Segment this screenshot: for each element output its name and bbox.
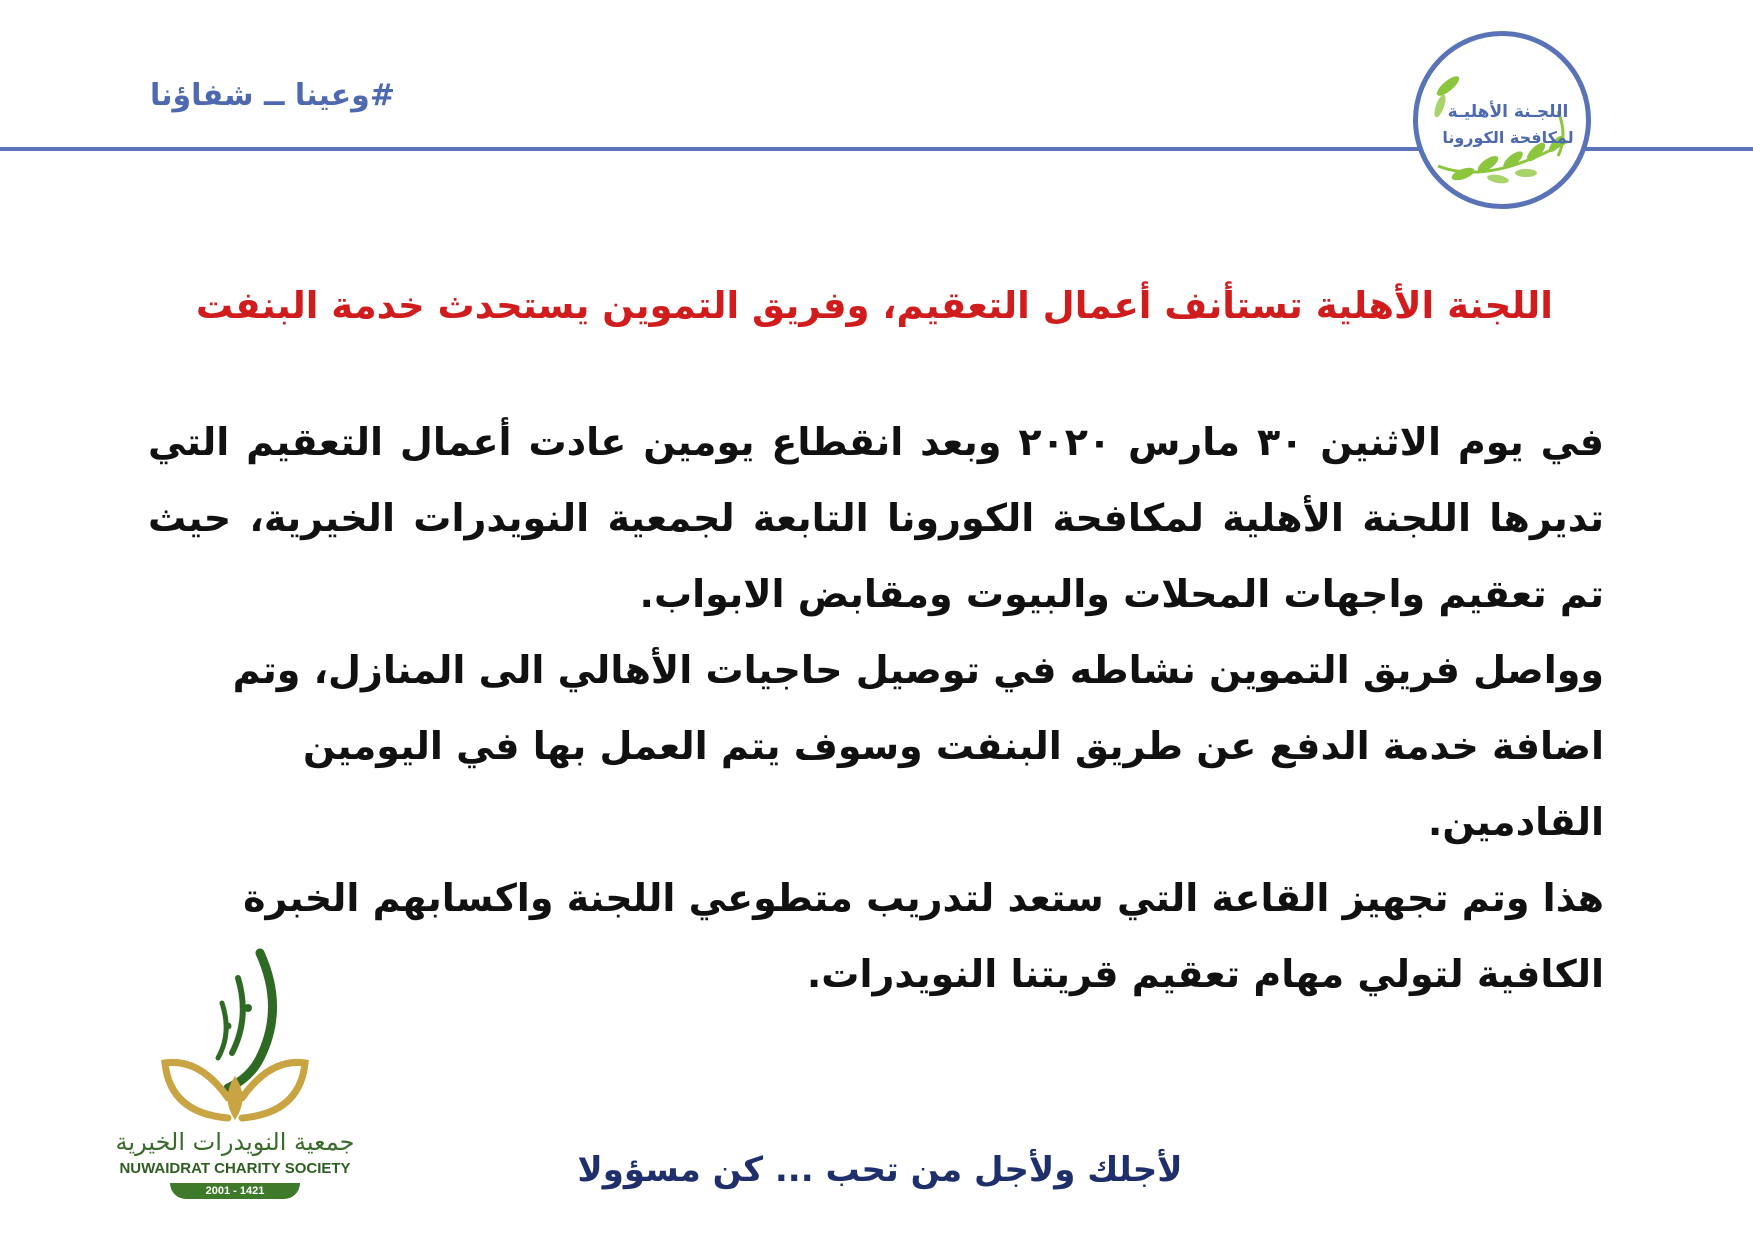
charity-society-logo bbox=[110, 948, 360, 1208]
article-headline: اللجنة الأهلية تستأنف أعمال التعقيم، وفريق التموين يستحدث خدمة البنفت bbox=[195, 284, 1553, 327]
committee-name-line2: لمكافحة الكورونا bbox=[1442, 128, 1574, 147]
calligraphy-emblem-icon bbox=[110, 948, 360, 1128]
article-body bbox=[148, 404, 1604, 1012]
charity-name-arabic: جمعية النويدرات الخيرية bbox=[115, 1128, 355, 1156]
committee-name-line1: اللجـنة الأهليـة bbox=[1447, 102, 1569, 122]
charity-years-ribbon: 2001 - 1421 bbox=[170, 1183, 300, 1199]
article-paragraph: في يوم الاثنين ٣٠ مارس ٢٠٢٠ وبعد انقطاع يومين عادت أعمال التعقيم التي تديرها اللجنة الأهلية لمكافحة الكورونا التابعة لجمعية النويدرات الخيرية، حيث تم تعقيم واجهات المحلات والبيوت ومقابض الابواب. bbox=[148, 420, 1604, 616]
article-paragraph: هذا وتم تجهيز القاعة التي ستعد لتدريب متطوعي اللجنة واكسابهم الخبرة الكافية لتولي مهام تعقيم قريتنا النويدرات. bbox=[243, 876, 1604, 996]
article-paragraph: وواصل فريق التموين نشاطه في توصيل حاجيات الأهالي الى المنازل، وتم اضافة خدمة الدفع عن طريق البنفت وسوف يتم العمل بها في اليومين القادمين. bbox=[232, 648, 1604, 844]
committee-logo bbox=[1413, 31, 1591, 209]
charity-name-english: NUWAIDRAT CHARITY SOCIETY bbox=[119, 1160, 351, 1177]
footer-slogan: لأجلك ولأجل من تحب ... كن مسؤولا bbox=[577, 1150, 1183, 1190]
hashtag-text: #وعينا ــ شفاؤنا bbox=[150, 78, 395, 113]
